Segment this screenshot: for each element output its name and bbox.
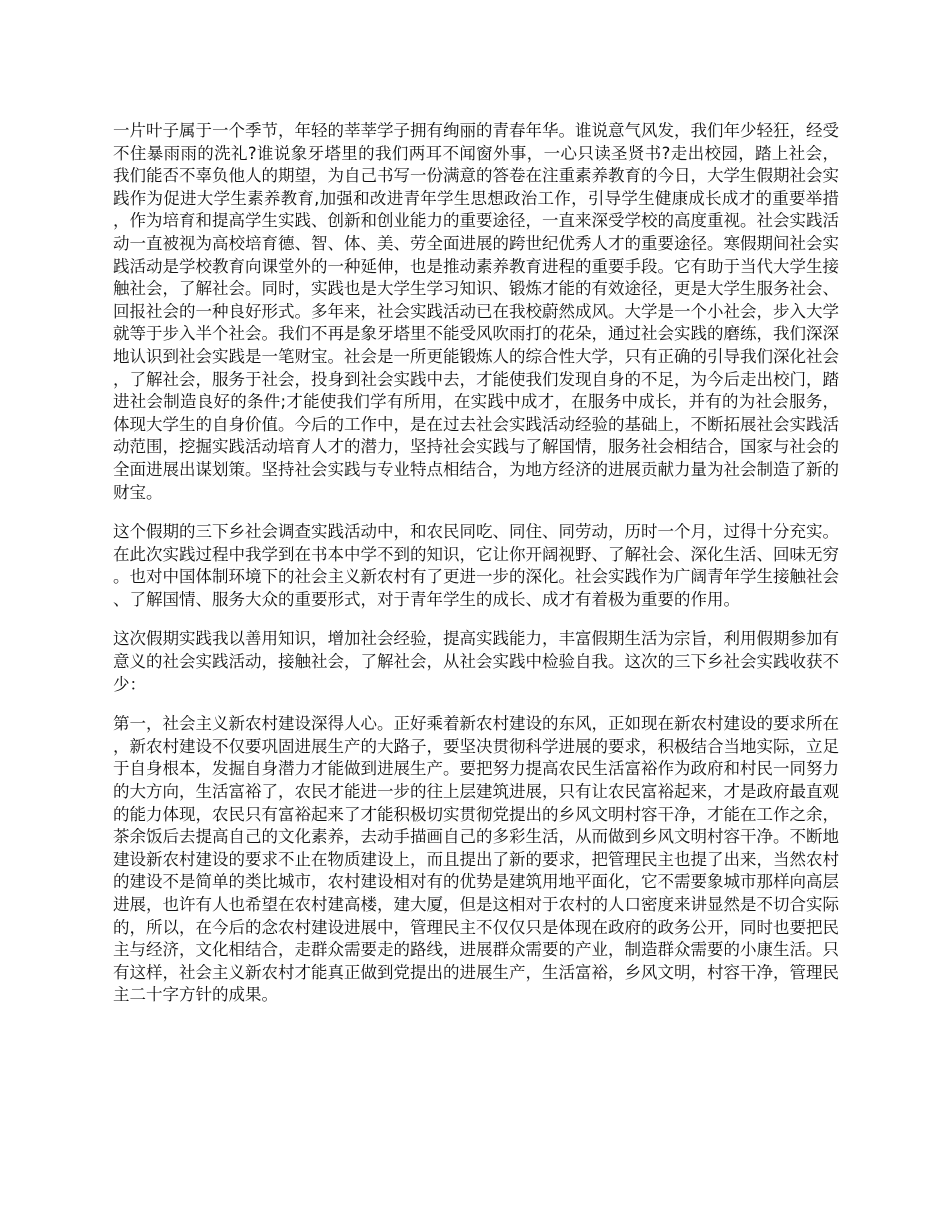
document-page (113, 120, 839, 1024)
paragraph-practice-summary: 这个假期的三下乡社会调查实践活动中，和农民同吃、同住、同劳动，历时一个月，过得十分充实。在此次实践过程中我学到在书本中学不到的知识，它让你开阔视野、了解社会、深化生活、回味无穷。也对中国体制环境下的社会主义新农村有了更进一步的深化。社会实践作为广阔青年学生接触社会、了解国情、服务大众的重要形式，对于青年学生的成长、成才有着极为重要的作用。 (113, 522, 839, 609)
paragraph-first-point: 第一，社会主义新农村建设深得人心。正好乘着新农村建设的东风，正如现在新农村建设的要求所在，新农村建设不仅要巩固进展生产的大路子，要坚决贯彻科学进展的要求，积极结合当地实际，立足于自身根本，发掘自身潜力才能做到进展生产。要把努力提高农民生活富裕作为政府和村民一同努力的大方向，生活富裕了，农民才能进一步的往上层建筑进展，只有让农民富裕起来，才是政府最直观的能力体现，农民只有富裕起来了才能积极切实贯彻党提出的乡风文明村容干净，才能在工作之余，茶余饭后去提高自己的文化素养，去动手描画自己的多彩生活，从而做到乡风文明村容干净。不断地建设新农村建设的要求不止在物质建设上，而且提出了新的要求，把管理民主也提了出来，当然农村的建设不是简单的类比城市，农村建设相对有的优势是建筑用地平面化，它不需要象城市那样向高层进展，也许有人也希望在农村建高楼，建大厦，但是这相对于农村的人口密度来讲显然是不切合实际的，所以，在今后的念农村建设进展中，管理民主不仅仅只是体现在政府的政务公开，同时也要把民主与经济，文化相结合，走群众需要走的路线，进展群众需要的产业，制造群众需要的小康生活。只有这样，社会主义新农村才能真正做到党提出的进展生产，生活富裕，乡风文明，村容干净，管理民主二十字方针的成果。 (113, 714, 839, 1005)
paragraph-purpose: 这次假期实践我以善用知识，增加社会经验，提高实践能力，丰富假期生活为宗旨，利用假期参加有意义的社会实践活动，接触社会，了解社会，从社会实践中检验自我。这次的三下乡社会实践收获不少： (113, 629, 839, 694)
paragraph-intro: 一片叶子属于一个季节，年轻的莘莘学子拥有绚丽的青春年华。谁说意气风发，我们年少轻狂，经受不住暴雨雨的洗礼?谁说象牙塔里的我们两耳不闻窗外事，一心只读圣贤书?走出校园，踏上社会，我们能否不辜负他人的期望，为自己书写一份满意的答卷在注重素养教育的今日，大学生假期社会实践作为促进大学生素养教育,加强和改进青年学生思想政治工作，引导学生健康成长成才的重要举措，作为培育和提高学生实践、创新和创业能力的重要途径，一直来深受学校的高度重视。社会实践活动一直被视为高校培育德、智、体、美、劳全面进展的跨世纪优秀人才的重要途径。寒假期间社会实践活动是学校教育向课堂外的一种延伸，也是推动素养教育进程的重要手段。它有助于当代大学生接触社会，了解社会。同时，实践也是大学生学习知识、锻炼才能的有效途径，更是大学生服务社会、回报社会的一种良好形式。多年来，社会实践活动已在我校蔚然成风。大学是一个小社会，步入大学就等于步入半个社会。我们不再是象牙塔里不能受风吹雨打的花朵，通过社会实践的磨练，我们深深地认识到社会实践是一笔财宝。社会是一所更能锻炼人的综合性大学，只有正确的引导我们深化社会，了解社会，服务于社会，投身到社会实践中去，才能使我们发现自身的不足，为今后走出校门，踏进社会制造良好的条件;才能使我们学有所用，在实践中成才，在服务中成长，并有的为社会服务，体现大学生的自身价值。今后的工作中，是在过去社会实践活动经验的基础上，不断拓展社会实践活动范围，挖掘实践活动培育人才的潜力，坚持社会实践与了解国情，服务社会相结合，国家与社会的全面进展出谋划策。坚持社会实践与专业特点相结合，为地方经济的进展贡献力量为社会制造了新的财宝。 (113, 121, 839, 502)
